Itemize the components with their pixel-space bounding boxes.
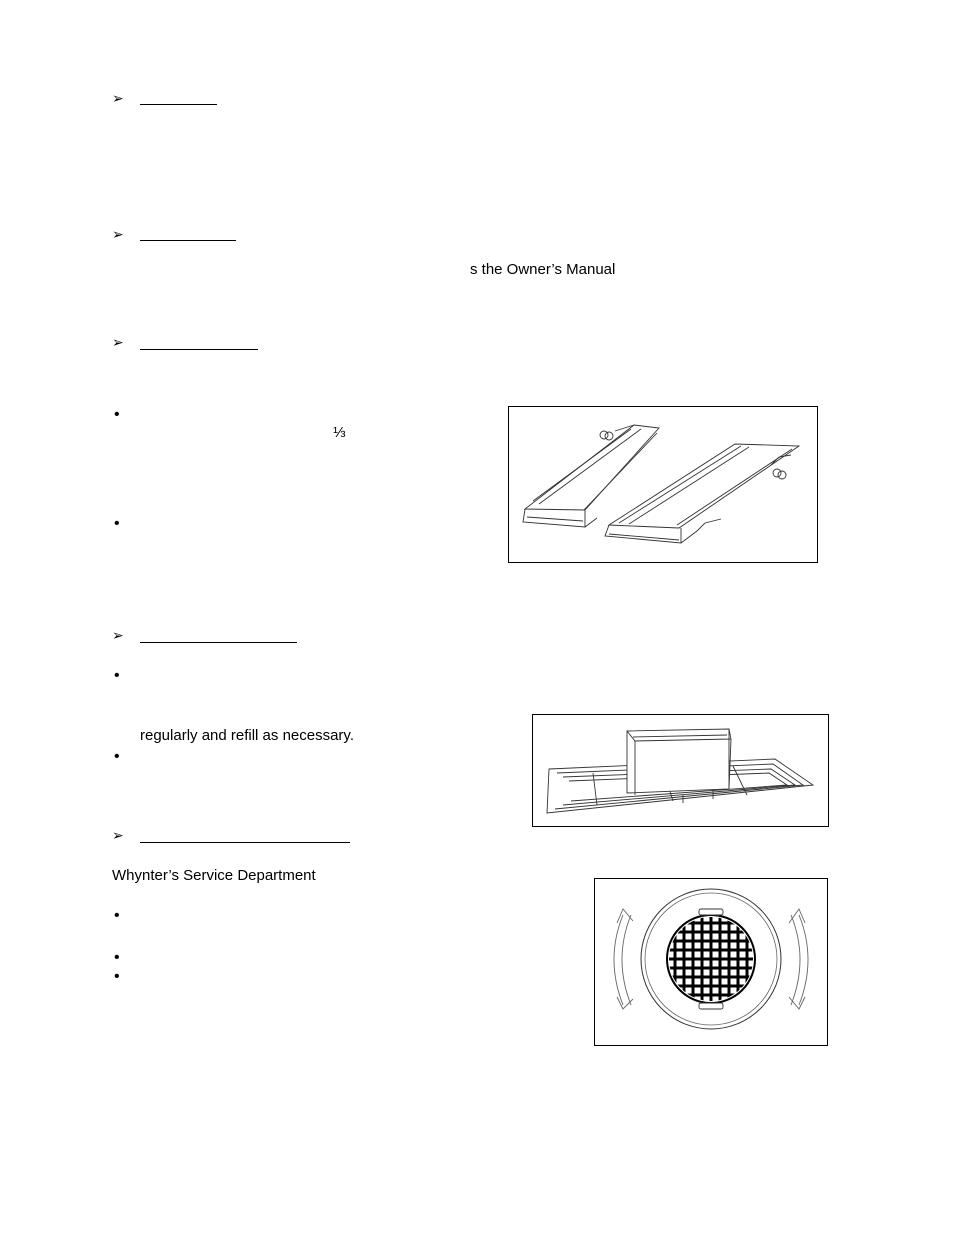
section-2-arrow: ➢ — [112, 226, 124, 242]
section-1-heading-underline — [140, 104, 217, 105]
drain-grille-figure — [594, 878, 828, 1046]
section-4-heading-underline — [140, 642, 297, 643]
section-3-bullet-2: • — [114, 515, 120, 532]
section-1-arrow: ➢ — [112, 90, 124, 106]
section-5-arrow: ➢ — [112, 827, 124, 843]
one-third-fraction: ⅓ — [333, 424, 346, 441]
section-5-bullet-3: • — [114, 968, 120, 985]
water-tank-icon — [533, 715, 828, 826]
drain-grille-icon — [595, 879, 827, 1045]
section-4-arrow: ➢ — [112, 627, 124, 643]
section-3-bullet-1: • — [114, 406, 120, 423]
owners-manual-text: s the Owner’s Manual — [470, 261, 616, 278]
section-3-heading-underline — [140, 349, 258, 350]
section-2-heading-underline — [140, 240, 236, 241]
water-tank-figure — [532, 714, 829, 827]
refill-text: regularly and refill as necessary. — [140, 727, 354, 744]
section-5-bullet-1: • — [114, 907, 120, 924]
section-3-arrow: ➢ — [112, 334, 124, 350]
section-4-bullet-2: • — [114, 748, 120, 765]
section-5-bullet-2: • — [114, 949, 120, 966]
service-department-text: Whynter’s Service Department — [112, 867, 316, 884]
section-4-bullet-1: • — [114, 667, 120, 684]
shelves-icon — [509, 407, 817, 562]
shelves-figure — [508, 406, 818, 563]
section-5-heading-underline — [140, 842, 350, 843]
